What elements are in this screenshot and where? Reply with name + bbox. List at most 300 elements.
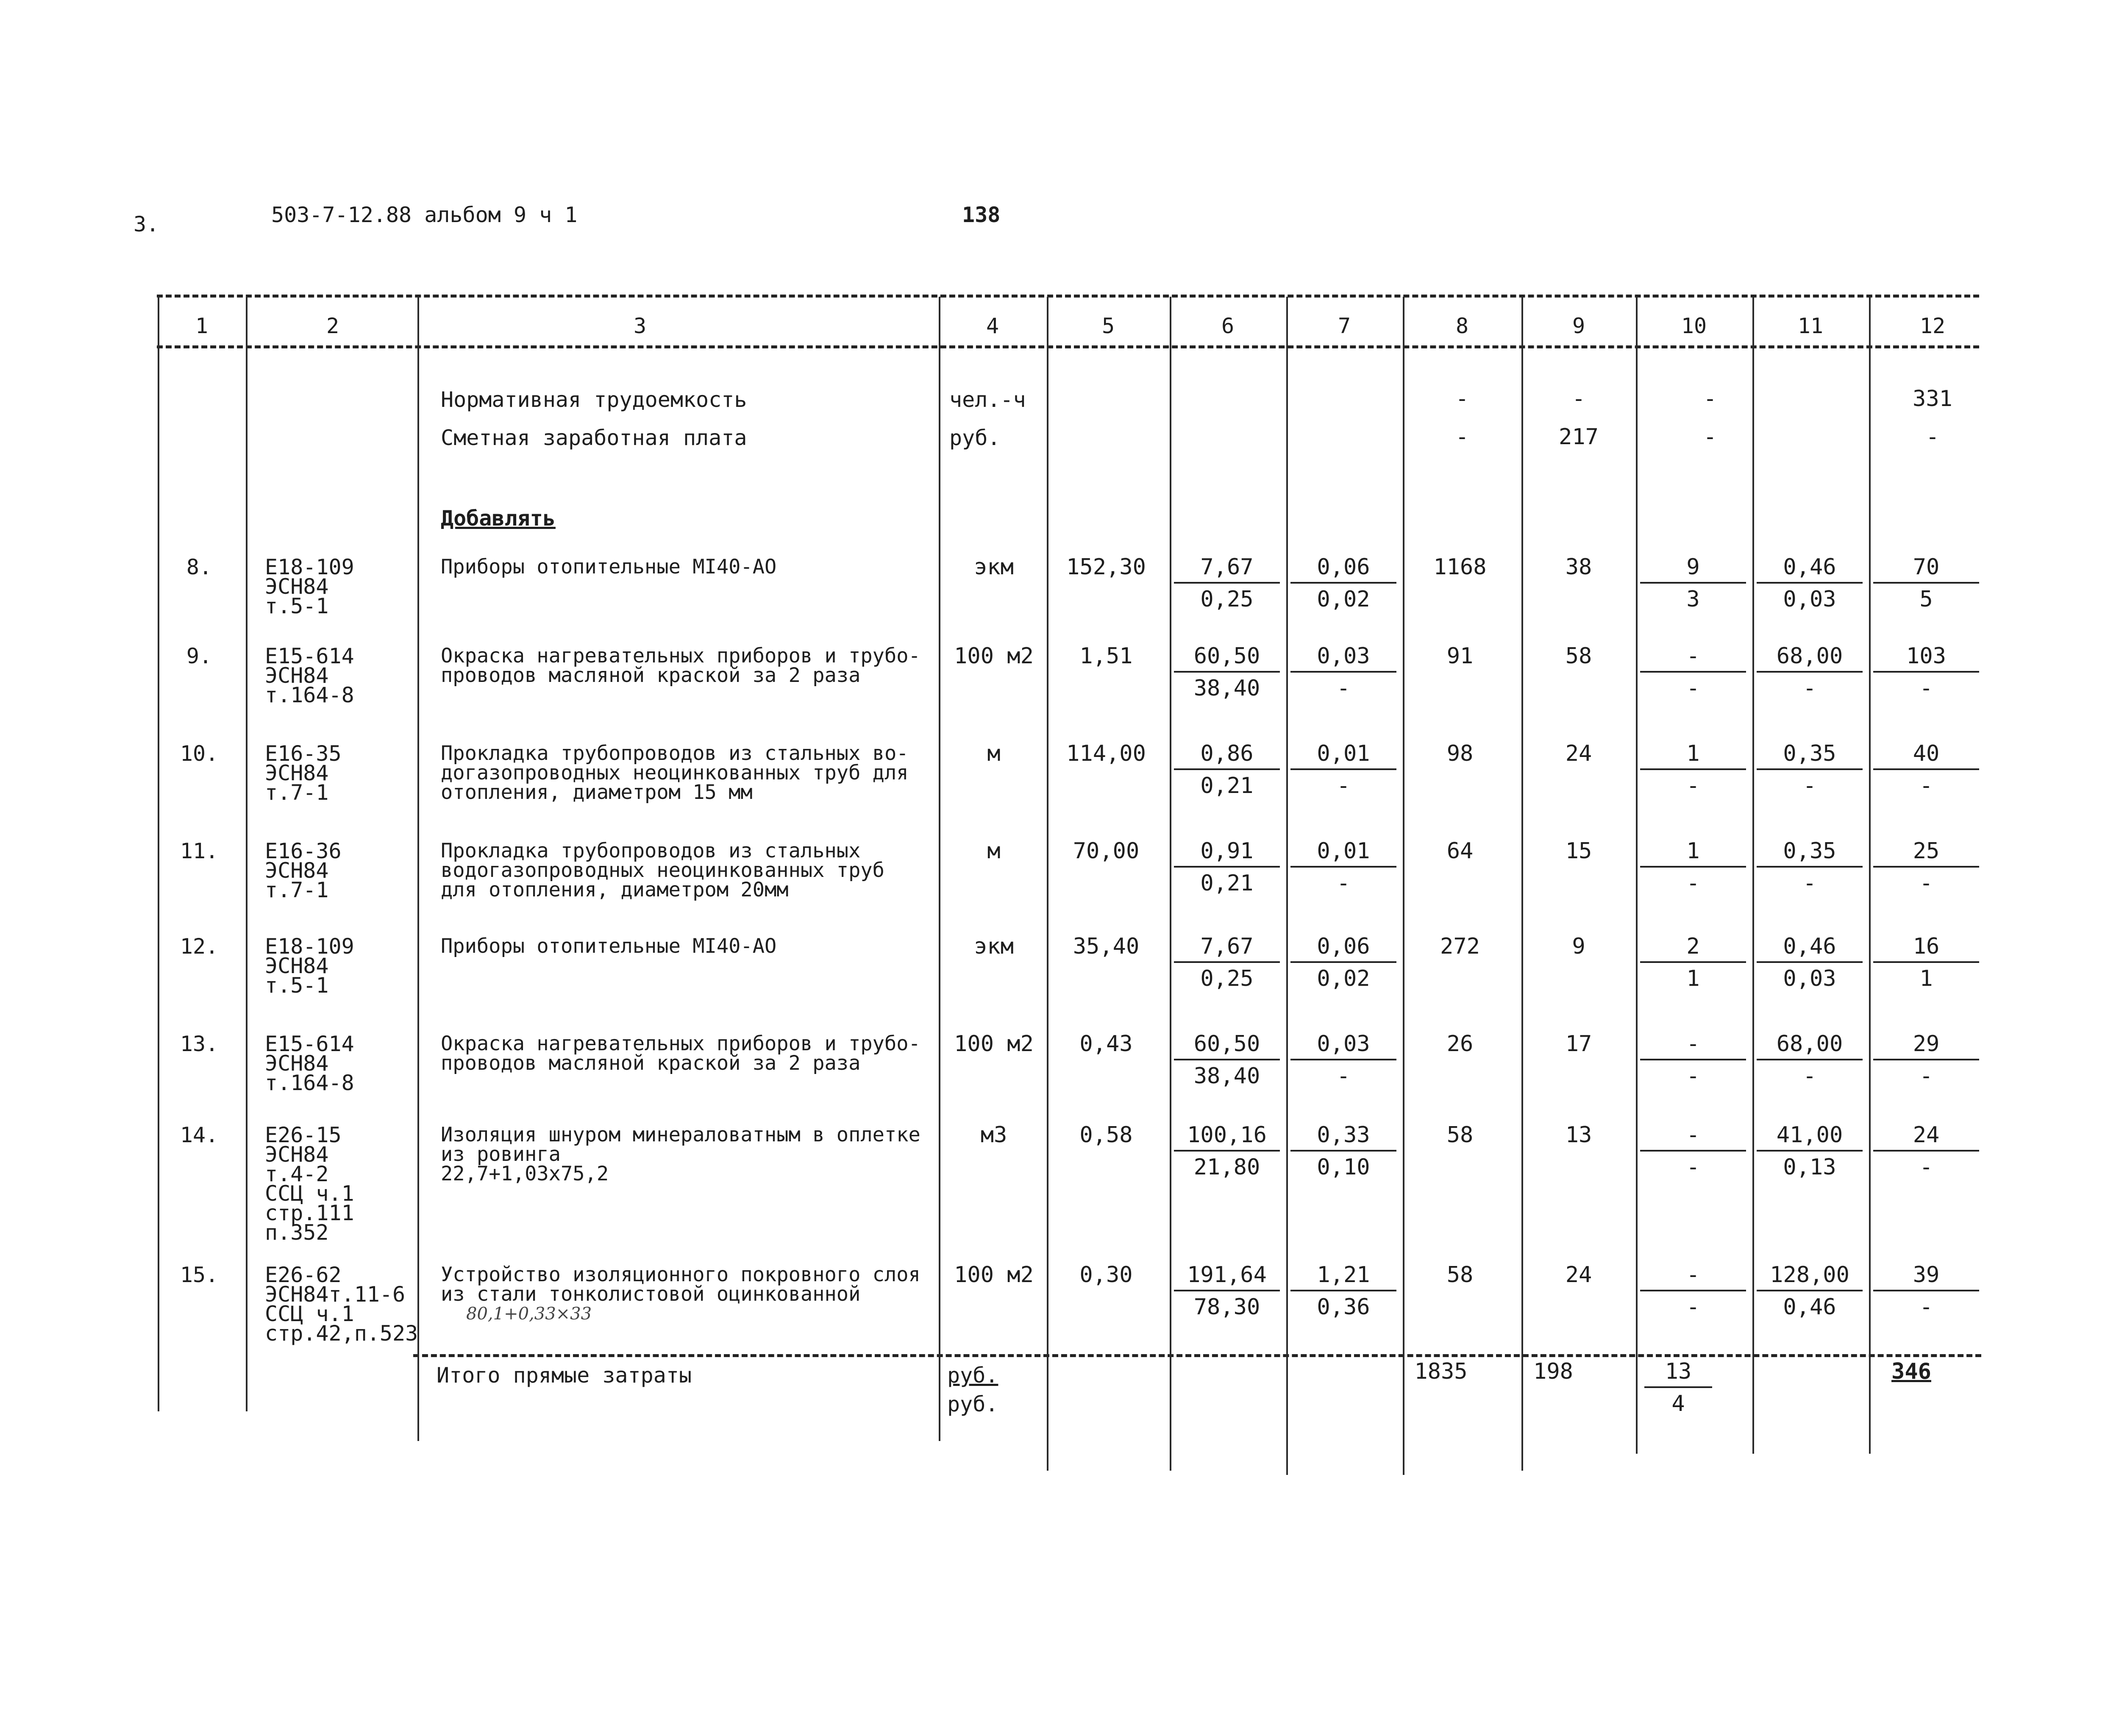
fraction-c12-bottom: - <box>1919 871 1933 896</box>
value-c8: 98 <box>1446 741 1474 766</box>
fraction-c6-bottom: 38,40 <box>1193 1063 1260 1089</box>
row-number: 10. <box>180 741 219 766</box>
fraction-c12-top: 16 <box>1873 933 1979 963</box>
fraction-c10-bottom: 1 <box>1686 966 1700 991</box>
col-line-10 <box>1752 297 1754 1454</box>
fraction-c11-top: 68,00 <box>1757 1031 1863 1060</box>
fraction-c12-top: 29 <box>1873 1031 1979 1060</box>
document-code: 503-7-12.88 альбом 9 ч 1 <box>271 203 578 227</box>
fraction-c12-bottom: - <box>1919 773 1933 798</box>
fraction-c6-top: 191,64 <box>1174 1262 1280 1291</box>
fraction-c6 <box>1174 1122 1280 1180</box>
work-description <box>441 1034 920 1073</box>
rate-code-line: ССЦ ч.1 <box>265 1181 354 1206</box>
fraction-c11-bottom: 0,03 <box>1783 966 1836 991</box>
value-c7 <box>1290 933 1396 992</box>
fraction-c7 <box>1290 838 1396 896</box>
value-c12 <box>1873 1122 1979 1180</box>
column-header-11: 11 <box>1797 314 1824 338</box>
description-line: Окраска нагревательных приборов и трубо- <box>441 644 920 668</box>
quantity: 152,30 <box>1066 554 1146 580</box>
description-line: проводов масляной краской за 2 раза <box>441 1052 861 1075</box>
rate-code-line: Е26-15 <box>265 1123 342 1147</box>
fraction-c6-bottom: 78,30 <box>1193 1294 1260 1320</box>
value-c10 <box>1640 554 1746 612</box>
fraction-c7 <box>1290 554 1396 612</box>
fraction-c6 <box>1174 554 1280 612</box>
value-c7 <box>1290 1031 1396 1089</box>
rate-code-line: т.5-1 <box>265 973 329 998</box>
value-c11 <box>1757 1122 1863 1180</box>
value-c8: 91 <box>1446 643 1474 669</box>
fraction-c11 <box>1757 1122 1863 1180</box>
column-header-10: 10 <box>1681 314 1707 338</box>
rate-code <box>265 934 354 998</box>
value-c9: 17 <box>1565 1031 1592 1057</box>
fraction-c11-bottom: - <box>1803 773 1816 798</box>
rate-code-line: Е18-109 <box>265 934 354 959</box>
value-c9: 24 <box>1565 741 1592 766</box>
rate-code <box>265 741 342 805</box>
value-c10 <box>1640 1262 1746 1320</box>
col-line-9 <box>1636 297 1638 1454</box>
total-unit: руб. <box>947 1363 998 1388</box>
value-c11 <box>1757 740 1863 799</box>
fraction-c11-top: 128,00 <box>1757 1262 1863 1291</box>
rate-code-line: ЭСН84 <box>265 954 329 978</box>
unit-of-measure: 100 м2 <box>954 1031 1034 1057</box>
fraction-c10-bottom: - <box>1686 871 1700 896</box>
summary-col-9: - <box>1572 386 1585 412</box>
value-c9: 38 <box>1565 554 1592 580</box>
work-description <box>441 1265 920 1324</box>
fraction-c11-top: 0,46 <box>1757 554 1863 584</box>
rate-code-line: Е16-36 <box>265 839 342 863</box>
fraction-c7-bottom: 0,02 <box>1317 587 1370 612</box>
rate-code-line: ЭСН84 <box>265 663 329 688</box>
fraction-c11-top: 41,00 <box>1757 1122 1863 1152</box>
fraction-c10 <box>1640 1122 1746 1180</box>
value-c8: 58 <box>1446 1122 1474 1148</box>
description-line: Прокладка трубопроводов из стальных <box>441 839 861 862</box>
fraction-c12-bottom: - <box>1919 676 1933 701</box>
col-line-8 <box>1521 297 1523 1471</box>
fraction-c12-bottom: - <box>1919 1294 1933 1320</box>
fraction-c7-bottom: - <box>1337 676 1350 701</box>
value-c7 <box>1290 554 1396 612</box>
fraction-c7 <box>1290 643 1396 701</box>
unit-of-measure: экм <box>974 554 1014 580</box>
summary-unit: руб. <box>949 426 1001 450</box>
fraction-c7-top: 0,01 <box>1290 740 1396 770</box>
fraction-c10-top: 2 <box>1640 933 1746 963</box>
rate-code-line: ЭСН84т.11-6 <box>265 1282 406 1307</box>
row-number: 9. <box>186 644 212 668</box>
total-separator <box>413 1354 1981 1357</box>
summary-col-10: - <box>1703 386 1717 412</box>
fraction-c6-bottom: 0,21 <box>1200 871 1254 896</box>
fraction-c11 <box>1757 740 1863 799</box>
rate-code <box>265 1123 354 1245</box>
column-header-12: 12 <box>1919 314 1946 338</box>
summary-label: Нормативная трудоемкость <box>441 387 747 412</box>
value-c11 <box>1757 933 1863 992</box>
fraction-c7-bottom: 0,36 <box>1317 1294 1370 1320</box>
fraction-c6 <box>1174 1262 1280 1320</box>
total-col-10-bottom: 4 <box>1671 1391 1685 1416</box>
fraction-c11 <box>1757 933 1863 992</box>
fraction-c6-bottom: 0,25 <box>1200 587 1254 612</box>
fraction-c6-top: 7,67 <box>1174 554 1280 584</box>
quantity: 0,30 <box>1079 1262 1133 1288</box>
fraction-c7-top: 0,01 <box>1290 838 1396 868</box>
fraction-c10-top: - <box>1640 643 1746 673</box>
row-number: 15. <box>180 1263 219 1287</box>
column-header-1: 1 <box>195 314 209 338</box>
fraction-c7 <box>1290 1031 1396 1089</box>
fraction-c6 <box>1174 740 1280 799</box>
value-c12 <box>1873 1031 1979 1089</box>
col-line-0 <box>158 297 159 1411</box>
fraction-c10 <box>1640 554 1746 612</box>
fraction-c6 <box>1174 838 1280 896</box>
fraction-c10 <box>1640 1262 1746 1320</box>
row-number: 12. <box>180 934 219 959</box>
column-header-3: 3 <box>633 314 647 338</box>
quantity: 114,00 <box>1066 741 1146 766</box>
value-c9: 58 <box>1565 643 1592 669</box>
fraction-c7-bottom: 0,10 <box>1317 1155 1370 1180</box>
unit-of-measure: м <box>987 838 1001 864</box>
fraction-c12-bottom: - <box>1919 1155 1933 1180</box>
rate-code-line: т.164-8 <box>265 683 354 707</box>
description-line: для отопления, диаметром 20мм <box>441 878 789 901</box>
value-c10 <box>1640 933 1746 992</box>
value-c9: 15 <box>1565 838 1592 864</box>
value-c7 <box>1290 1122 1396 1180</box>
value-c10 <box>1640 643 1746 701</box>
col-line-11 <box>1869 297 1871 1454</box>
fraction-c11-top: 0,46 <box>1757 933 1863 963</box>
fraction-c6-top: 60,50 <box>1174 1031 1280 1060</box>
fraction-c7-top: 0,03 <box>1290 1031 1396 1060</box>
fraction-c10-bottom: - <box>1686 773 1700 798</box>
quantity: 70,00 <box>1073 838 1140 864</box>
rate-code-line: ЭСН84 <box>265 574 329 599</box>
rate-code-line: т.7-1 <box>265 780 329 805</box>
fraction-c10 <box>1640 1031 1746 1089</box>
fraction-c7-top: 0,06 <box>1290 554 1396 584</box>
value-c12 <box>1873 740 1979 799</box>
description-line: Приборы отопительные МI40-АО <box>441 935 777 958</box>
summary-unit: чел.-ч <box>949 387 1026 412</box>
value-c10 <box>1640 1122 1746 1180</box>
fraction-c10-top: - <box>1640 1031 1746 1060</box>
fraction-c10 <box>1640 838 1746 896</box>
row-number: 11. <box>180 839 219 863</box>
fraction-c6-bottom: 0,25 <box>1200 966 1254 991</box>
fraction-c12-top: 40 <box>1873 740 1979 770</box>
column-header-7: 7 <box>1338 314 1351 338</box>
row-number: 13. <box>180 1032 219 1056</box>
col-line-3 <box>939 297 940 1441</box>
value-c11 <box>1757 643 1863 701</box>
summary-col-12: 331 <box>1913 386 1952 412</box>
fraction-c11-bottom: 0,13 <box>1783 1155 1836 1180</box>
col-line-1 <box>246 297 247 1411</box>
unit-of-measure: 100 м2 <box>954 1262 1034 1288</box>
fraction-c6-top: 60,50 <box>1174 643 1280 673</box>
value-c12 <box>1873 933 1979 992</box>
fraction-c11 <box>1757 643 1863 701</box>
value-c7 <box>1290 643 1396 701</box>
fraction-c6-top: 0,86 <box>1174 740 1280 770</box>
fraction-c7-top: 1,21 <box>1290 1262 1396 1291</box>
fraction-c6-top: 7,67 <box>1174 933 1280 963</box>
fraction-c6-bottom: 0,21 <box>1200 773 1254 798</box>
rate-code <box>265 1263 418 1346</box>
value-c6 <box>1174 554 1280 612</box>
fraction-c11-bottom: - <box>1803 1063 1816 1089</box>
formula-note: 80,1+0,33×33 <box>466 1304 592 1324</box>
work-description <box>441 646 920 685</box>
summary-col-8: - <box>1455 386 1469 412</box>
description-line: Устройство изоляционного покровного слоя <box>441 1263 920 1286</box>
fraction-c11-bottom: 0,46 <box>1783 1294 1836 1320</box>
work-description <box>441 744 909 802</box>
fraction-c12 <box>1873 838 1979 896</box>
fraction-c7 <box>1290 933 1396 992</box>
fraction-c12-bottom: - <box>1919 1063 1933 1089</box>
fraction-c10-bottom: - <box>1686 1294 1700 1320</box>
header-separator <box>157 345 1979 348</box>
value-c8: 1168 <box>1433 554 1487 580</box>
column-header-9: 9 <box>1572 314 1585 338</box>
value-c8: 272 <box>1440 934 1480 959</box>
fraction-c10-bottom: - <box>1686 1155 1700 1180</box>
total-label: Итого прямые затраты <box>437 1363 692 1388</box>
work-description <box>441 937 776 956</box>
fraction-c6-bottom: 21,80 <box>1193 1155 1260 1180</box>
row-number: 8. <box>186 555 212 579</box>
fraction-c12-top: 39 <box>1873 1262 1979 1291</box>
quantity: 0,58 <box>1079 1122 1133 1148</box>
value-c6 <box>1174 1122 1280 1180</box>
rate-code-line: Е15-614 <box>265 644 354 668</box>
total-col-12: 346 <box>1891 1359 1931 1384</box>
fraction-c7-top: 0,33 <box>1290 1122 1396 1152</box>
fraction-c10-top: - <box>1640 1262 1746 1291</box>
description-line: Изоляция шнуром минераловатным в оплетке <box>441 1123 920 1146</box>
total-col-8: 1835 <box>1414 1359 1468 1384</box>
column-header-6: 6 <box>1221 314 1235 338</box>
column-header-2: 2 <box>326 314 339 338</box>
fraction-c10 <box>1640 740 1746 799</box>
value-c6 <box>1174 1262 1280 1320</box>
fraction-c11-bottom: 0,03 <box>1783 587 1836 612</box>
description-line: из стали тонколистовой оцинкованной <box>441 1283 861 1306</box>
rate-code <box>265 841 342 900</box>
fraction-c12 <box>1873 643 1979 701</box>
value-c7 <box>1290 838 1396 896</box>
fraction-c12 <box>1873 740 1979 799</box>
page-mark: 3. <box>133 212 159 236</box>
fraction-c6 <box>1174 643 1280 701</box>
fraction-c12 <box>1873 1031 1979 1089</box>
fraction-c11-top: 68,00 <box>1757 643 1863 673</box>
column-header-4: 4 <box>986 314 999 338</box>
rate-code-line: стр.111 <box>265 1201 354 1225</box>
fraction-c12-top: 24 <box>1873 1122 1979 1152</box>
description-line: Приборы отопительные МI40-АО <box>441 555 777 579</box>
rate-code-line: ЭСН84 <box>265 761 329 785</box>
fraction-c7 <box>1290 1122 1396 1180</box>
fraction-c10-bottom: - <box>1686 676 1700 701</box>
summary-col-9: 217 <box>1559 424 1599 450</box>
fraction-c11-top: 0,35 <box>1757 740 1863 770</box>
rate-code-line: т.4-2 <box>265 1162 329 1186</box>
rate-code-line: п.352 <box>265 1220 329 1245</box>
column-header-5: 5 <box>1101 314 1115 338</box>
fraction-c7 <box>1290 740 1396 799</box>
description-line: водогазопроводных неоцинкованных труб <box>441 859 884 882</box>
rate-code-line: ССЦ ч.1 <box>265 1302 354 1326</box>
value-c8: 26 <box>1446 1031 1474 1057</box>
summary-col-10: - <box>1703 424 1717 450</box>
value-c6 <box>1174 1031 1280 1089</box>
fraction-c10-top: 1 <box>1640 740 1746 770</box>
value-c10 <box>1640 740 1746 799</box>
value-c6 <box>1174 933 1280 992</box>
value-c9: 13 <box>1565 1122 1592 1148</box>
fraction-c10-bottom: 3 <box>1686 587 1700 612</box>
value-c10 <box>1640 838 1746 896</box>
description-line: догазопроводных неоцинкованных труб для <box>441 761 909 785</box>
fraction-c11 <box>1757 838 1863 896</box>
fraction-c6-top: 100,16 <box>1174 1122 1280 1152</box>
fraction-c12 <box>1873 1262 1979 1320</box>
description-line: Прокладка трубопроводов из стальных во- <box>441 742 909 765</box>
value-c10 <box>1640 1031 1746 1089</box>
description-line: Окраска нагревательных приборов и трубо- <box>441 1032 920 1055</box>
unit-of-measure: м3 <box>980 1122 1007 1148</box>
value-c9: 9 <box>1572 934 1585 959</box>
column-header-8: 8 <box>1455 314 1469 338</box>
fraction-c11 <box>1757 554 1863 612</box>
total-col-10-top: 13 <box>1644 1358 1712 1388</box>
rate-code-line: ЭСН84 <box>265 1142 329 1167</box>
col-line-5 <box>1170 297 1171 1471</box>
fraction-c10-top: - <box>1640 1122 1746 1152</box>
fraction-c12-top: 25 <box>1873 838 1979 868</box>
quantity: 1,51 <box>1079 643 1133 669</box>
fraction-c11-bottom: - <box>1803 871 1816 896</box>
fraction-c7-bottom: - <box>1337 1063 1350 1089</box>
fraction-c12-bottom: 5 <box>1919 587 1933 612</box>
value-c9: 24 <box>1565 1262 1592 1288</box>
summary-label: Сметная заработная плата <box>441 426 747 450</box>
value-c11 <box>1757 1262 1863 1320</box>
work-description <box>441 841 884 900</box>
fraction-c11-bottom: - <box>1803 676 1816 701</box>
fraction-c12 <box>1873 554 1979 612</box>
col-line-6 <box>1286 297 1288 1475</box>
total-col-9: 198 <box>1533 1359 1573 1384</box>
fraction-c7 <box>1290 1262 1396 1320</box>
rate-code-line: т.164-8 <box>265 1071 354 1095</box>
quantity: 0,43 <box>1079 1031 1133 1057</box>
fraction-c7-top: 0,03 <box>1290 643 1396 673</box>
fraction-c12-top: 103 <box>1873 643 1979 673</box>
description-line: отопления, диаметром 15 мм <box>441 781 753 804</box>
fraction-c7-bottom: - <box>1337 773 1350 798</box>
quantity: 35,40 <box>1073 934 1140 959</box>
rate-code-line: Е26-62 <box>265 1263 342 1287</box>
total-unit: руб. <box>947 1392 998 1416</box>
value-c11 <box>1757 554 1863 612</box>
value-c12 <box>1873 838 1979 896</box>
col-line-4 <box>1047 297 1048 1471</box>
top-border <box>157 295 1979 298</box>
fraction-c6-bottom: 38,40 <box>1193 676 1260 701</box>
unit-of-measure: экм <box>974 934 1014 959</box>
rate-code <box>265 557 354 616</box>
fraction-c10-top: 1 <box>1640 838 1746 868</box>
fraction-c11-top: 0,35 <box>1757 838 1863 868</box>
fraction-c10 <box>1640 933 1746 992</box>
rate-code-line: ЭСН84 <box>265 1051 329 1076</box>
fraction-c6 <box>1174 933 1280 992</box>
rate-code-line: ЭСН84 <box>265 858 329 883</box>
fraction-c10 <box>1640 643 1746 701</box>
value-c12 <box>1873 1262 1979 1320</box>
row-number: 14. <box>180 1123 219 1147</box>
fraction-c12-top: 70 <box>1873 554 1979 584</box>
rate-code-line: Е18-109 <box>265 555 354 579</box>
value-c7 <box>1290 1262 1396 1320</box>
value-c6 <box>1174 740 1280 799</box>
fraction-c7-top: 0,06 <box>1290 933 1396 963</box>
rate-code <box>265 646 354 705</box>
rate-code-line: стр.42,п.523 <box>265 1321 418 1346</box>
value-c8: 64 <box>1446 838 1474 864</box>
description-line: 22,7+1,03х75,2 <box>441 1162 609 1185</box>
fraction-c7-bottom: 0,02 <box>1317 966 1370 991</box>
rate-code-line: т.5-1 <box>265 594 329 618</box>
description-line: из ровинга <box>441 1143 561 1166</box>
unit-of-measure: 100 м2 <box>954 643 1034 669</box>
value-c8: 58 <box>1446 1262 1474 1288</box>
summary-col-12: - <box>1926 424 1939 450</box>
section-title: Добавлять <box>441 506 556 531</box>
fraction-c12 <box>1873 1122 1979 1180</box>
fraction-c7-bottom: - <box>1337 871 1350 896</box>
rate-code-line: т.7-1 <box>265 878 329 902</box>
col-line-7 <box>1403 297 1404 1475</box>
rate-code <box>265 1034 354 1093</box>
page-number: 138 <box>962 203 1001 227</box>
total-col-10 <box>1644 1358 1712 1417</box>
fraction-c6-top: 0,91 <box>1174 838 1280 868</box>
work-description <box>441 557 776 577</box>
unit-of-measure: м <box>987 741 1001 766</box>
fraction-c12 <box>1873 933 1979 992</box>
fraction-c11 <box>1757 1031 1863 1089</box>
summary-col-8: - <box>1455 424 1469 450</box>
fraction-c12-bottom: 1 <box>1919 966 1933 991</box>
fraction-c6 <box>1174 1031 1280 1089</box>
value-c6 <box>1174 643 1280 701</box>
